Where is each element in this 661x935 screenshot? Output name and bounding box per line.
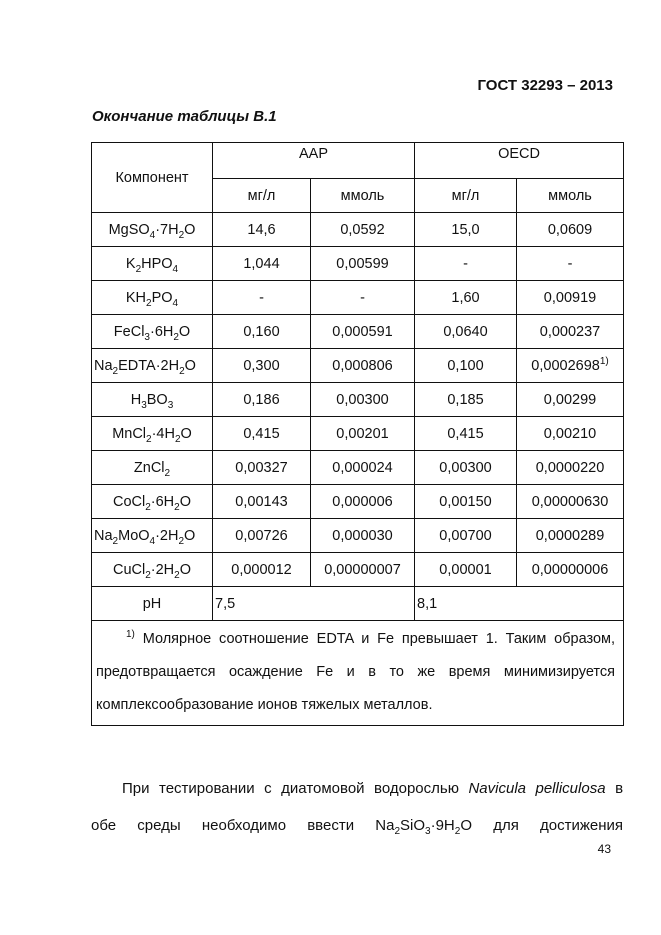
table-row [92,451,624,485]
table-row [92,247,624,281]
value-mmol-oecd: 0,00299 [517,383,624,417]
unit-mmol-aap: ммоль [311,179,415,213]
value-mg-oecd: 0,00150 [415,485,517,519]
value-mg-oecd: 0,00700 [415,519,517,553]
chemical-formula: $Na_2SiO_3\cdot 9H_2O$ [375,817,472,837]
component-formula: $Na_2EDTA\cdot 2H_2O$ [92,349,213,383]
value-mmol-oecd: 0,000237 [517,315,624,349]
value-mg-aap: 14,6 [213,213,311,247]
component-formula: $MgSO_4\cdot 7H_2O$ [92,213,213,247]
value-mmol-aap: 0,0592 [311,213,415,247]
table-row [92,349,624,383]
value-mg-oecd: 0,100 [415,349,517,383]
value-mg-oecd: 0,00300 [415,451,517,485]
value-mg-oecd: 0,415 [415,417,517,451]
table-row [92,519,624,553]
paragraph-text: для достижения [493,817,623,834]
table-caption: Окончание таблицы В.1 [92,108,277,125]
unit-mg-aap: мг/л [213,179,311,213]
value-mg-aap: 0,00143 [213,485,311,519]
table-row [92,315,624,349]
value-mg-oecd: 1,60 [415,281,517,315]
table-row [92,281,624,315]
value-mmol-oecd: 0,00919 [517,281,624,315]
value-mg-oecd: 0,00001 [415,553,517,587]
value-mmol-aap: 0,00000007 [311,553,415,587]
value-mg-aap: 0,415 [213,417,311,451]
value-mmol-aap: 0,000024 [311,451,415,485]
value-mmol-aap: 0,000806 [311,349,415,383]
value-mg-oecd: - [415,247,517,281]
value-mmol-aap: - [311,281,415,315]
component-header: Компонент [92,143,213,213]
component-formula: $Na_2MoO_4\cdot 2H_2O$ [92,519,213,553]
footnote-mark: 1) [599,355,609,367]
value-mg-aap: 1,044 [213,247,311,281]
table-row [92,417,624,451]
value-mg-aap: 0,186 [213,383,311,417]
table-row [92,553,624,587]
value-mg-aap: 0,00327 [213,451,311,485]
value-mg-oecd: 0,0640 [415,315,517,349]
component-formula: $FeCl_3\cdot 6H_2O$ [92,315,213,349]
ph-value-oecd: 8,1 [415,587,624,621]
document-code: ГОСТ 32293 – 2013 [477,77,613,94]
value-mmol-oecd: 0,00210 [517,417,624,451]
value-mg-aap: 0,160 [213,315,311,349]
species-name: Navicula pelliculosa [468,780,606,797]
paragraph-line-1 [91,780,623,797]
footnote-row [92,621,624,726]
table-header-row [92,143,624,179]
value-mmol-aap: 0,000006 [311,485,415,519]
footnote-mark: 1) [126,629,135,641]
value-mmol-oecd: - [517,247,624,281]
table-row [92,383,624,417]
footnote-text: Молярное соотношение EDTA и Fe превышает 1. Таким образом, предотвращается осаждение Fe и в то же время минимизируется комплексообразование ионов тяжелых металлов. [96,631,616,713]
ph-row [92,587,624,621]
value-mmol-oecd: 0,0000220 [517,451,624,485]
value-mmol-oecd: 0,0000289 [517,519,624,553]
unit-mmol-oecd: ммоль [517,179,624,213]
value-mmol-aap: 0,000030 [311,519,415,553]
paragraph-text: При тестировании с диатомовой водорослью [122,780,459,797]
value-mmol-oecd: 0,0609 [517,213,624,247]
group-header-oecd: OECD [415,143,624,179]
paragraph-text: обе среды необходимо ввести [91,817,355,834]
table-row [92,485,624,519]
ph-value-aap: 7,5 [213,587,415,621]
component-formula: $CuCl_2\cdot 2H_2O$ [92,553,213,587]
group-header-aap: AAP [213,143,415,179]
component-formula: $K_2HPO_4$ [92,247,213,281]
value-mg-aap: 0,300 [213,349,311,383]
composition-table [91,142,624,726]
paragraph-text: в [615,780,624,797]
value-mmol-oecd: 0,00000630 [517,485,624,519]
component-formula: $MnCl_2\cdot 4H_2O$ [92,417,213,451]
value-mg-oecd: 15,0 [415,213,517,247]
component-formula: ZnCl$_2$ [92,451,213,485]
component-formula: $H_3BO_3$ [92,383,213,417]
ph-label: pH [92,587,213,621]
value-mmol-oecd: 0,0002698 [531,357,600,374]
value-mmol-oecd-cell [517,349,624,383]
unit-mg-oecd: мг/л [415,179,517,213]
value-mmol-aap: 0,00599 [311,247,415,281]
value-mmol-aap: 0,000591 [311,315,415,349]
table-row [92,213,624,247]
component-formula: $KH_2PO_4$ [92,281,213,315]
page-number: 43 [597,842,611,856]
value-mmol-oecd: 0,00000006 [517,553,624,587]
paragraph-line-2 [91,817,623,837]
value-mg-aap: - [213,281,311,315]
value-mmol-aap: 0,00300 [311,383,415,417]
value-mg-aap: 0,000012 [213,553,311,587]
component-formula: $CoCl_2\cdot 6H_2O$ [92,485,213,519]
value-mg-oecd: 0,185 [415,383,517,417]
value-mmol-aap: 0,00201 [311,417,415,451]
table-footnote [92,621,624,726]
value-mg-aap: 0,00726 [213,519,311,553]
